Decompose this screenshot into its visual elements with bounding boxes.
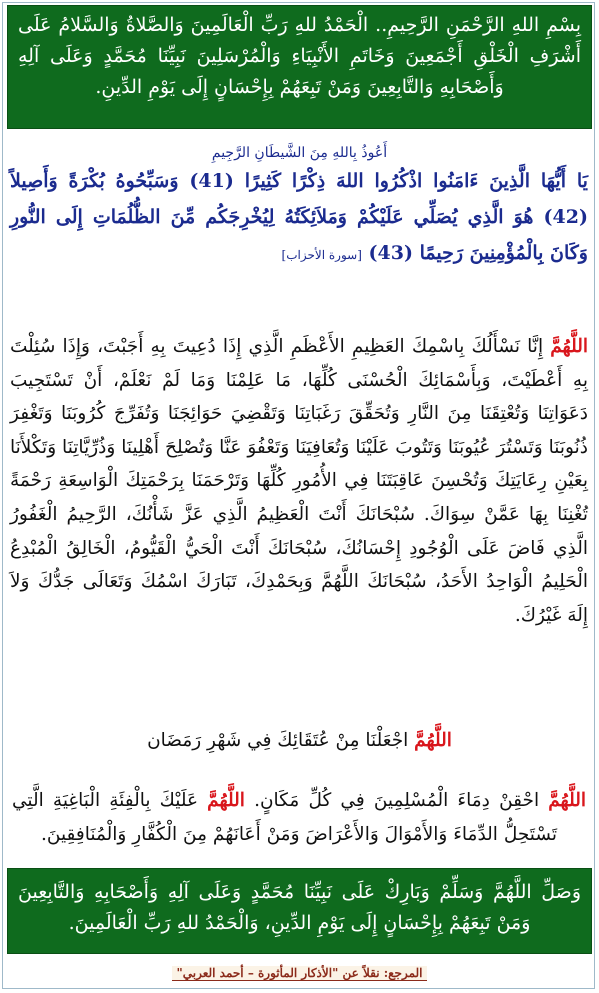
blood-text-1: احْقِنْ دِمَاءَ الْمُسْلِمِينَ فِي كُلِّ مَكَانٍ. [254, 790, 540, 811]
blood-dua-paragraph [12, 784, 586, 852]
allahumma-ramadan: اللَّهُمَّ [414, 730, 452, 751]
allahumma-oppressors: اللَّهُمَّ [207, 790, 245, 811]
dua-main-text: إِنَّا نَسْأَلُكَ بِاسْمِكَ العَظِيمِ الأَعْظَمِ الَّذِي إِذَا دُعِيتَ بِهِ أَجَبْتَ، وَإِذَا سُئِلْتَ بِهِ أَعْطَيْتَ، وَبِأَسْمَائِكَ الْحُسْنَى كُلِّهَا، مَا عَلِمْنَا وَمَا لَمْ نَعْلَمْ، أَنْ تَسْتَجِيبَ دَعَوَاتِنَا وَتُعْتِقَنَا مِنَ النَّارِ وَتُحَقِّقَ رَغَبَاتِنَا وَتَقْضِيَ حَوَائِجَنَا وَتُفَرِّجَ كُرُوبَنَا وَتَغْفِرَ ذُنُوبَنَا وَتَسْتُرَ عُيُوبَنَا وَتَتُوبَ عَلَيْنَا وَتُعَافِيَنَا وَتَعْفُوَ عَنَّا وَتُصْلِحَ أَهْلِينَا وَذُرِّيَّاتِنَا وَتَكْلأَنَا بِعَيْنِ رِعَايَتِكَ وَتُحْسِنَ عَاقِبَتَنَا فِي الأُمُورِ كُلِّهَا وَتَرْحَمَنَا بِرَحْمَتِكَ الْوَاسِعَةِ رَحْمَةً تُغْنِنَا بِهَا عَمَّنْ سِوَاكَ. سُبْحَانَكَ أَنْتَ الْعَظِيمُ الَّذِي عَزَّ شَأْنُكَ، الرَّحِيمُ الْغَفُورُ الَّذِي فَاضَ عَلَى الْوُجُودِ إِحْسَانُكَ، سُبْحَانَكَ أَنْتَ الْحَيُّ الْقَيُّومُ، الْخَالِقُ الْمُبْدِعُ الْحَلِيمُ الْوَاحِدُ الأَحَدُ، سُبْحَانَكَ اللَّهُمَّ وَبِحَمْدِكَ، تَبَارَكَ اسْمُكَ وَتَعَالَى جَدُّكَ وَلاَ إِلَهَ غَيْرُكَ. [10, 336, 588, 626]
dua-main-paragraph [10, 330, 588, 632]
ayah-number-41: (41) [189, 170, 234, 192]
ramadan-text: اجْعَلْنَا مِنْ عُتَقَائِكَ فِي شَهْرِ رَمَضَان [147, 730, 409, 751]
ayah-41: يَا أَيُّهَا الَّذِينَ ءَامَنُوا اذْكُرُوا اللهَ ذِكْرًا كَثِيرًا [244, 170, 588, 192]
opening-text: بِسْمِ اللهِ الرَّحْمَنِ الرَّحِيمِ.. الْحَمْدُ للهِ رَبِّ الْعَالَمِينَ وَالصَّلاةُ وَالسَّلامُ عَلَى أَشْرَفِ الْخَلْقِ أَجْمَعِينَ وَخَاتَمِ الأَنْبِيَاءِ وَالْمُرْسَلِينَ نَبِيِّنَا مُحَمَّدٍ وَعَلَى آلِهِ وَأَصْحَابِهِ وَالتَّابِعِينَ وَمَنْ تَبِعَهُمْ بِإِحْسَانٍ إِلَى يَوْمِ الدِّينِ. [18, 14, 581, 98]
opening-banner [7, 5, 592, 129]
quran-verses [10, 163, 588, 273]
blood-text-2: عَلَيْكَ بِالْفِئَةِ الْبَاغِيَةِ الَّتِي تَسْتَحِلُّ الدِّمَاءَ وَالأَمْوَالَ وَالأَعْرَاضَ وَمَنْ أَعَانَهُمْ مِنَ الْكُفَّارِ وَالْمُنَافِقِينَ. [12, 790, 558, 845]
taawudh: أَعُوذُ بِاللهِ مِنَ الشَّيطَانِ الرَّجِيمِ [211, 145, 388, 161]
ayah-42: وَسَبِّحُوهُ بُكْرَةً وَأَصِيلاً [10, 170, 179, 192]
reference-text: المرجع: نقلاً عن "الأذكار المأثورة – أحمد العربي" [172, 966, 426, 981]
surah-name: [سورة الأحزاب] [281, 248, 362, 262]
ayah-number-43: (43) [368, 242, 413, 264]
ramadan-dua [0, 730, 599, 751]
reference-line [0, 962, 599, 981]
ayah-number-42: (42) [543, 206, 588, 228]
ayah-43: هُوَ الَّذِي يُصَلِّي عَلَيْكُمْ وَمَلاَئِكَتُهُ لِيُخْرِجَكُم مِّنَ الظُّلُمَاتِ إِلَى النُّورِ وَكَانَ بِالْمُؤْمِنِينَ رَحِيمًا [10, 206, 588, 264]
allahumma-heading: اللَّهُمَّ [550, 336, 588, 357]
closing-text: وَصَلِّ اللَّهُمَّ وَسَلِّمْ وَبَارِكْ عَلَى نَبِيِّنَا مُحَمَّدٍ وَعَلَى آلِهِ وَأَصْحَابِهِ وَالتَّابِعِينَ وَمَنْ تَبِعَهُمْ بِإِحْسَانٍ إِلَى يَوْمِ الدِّينِ، وَالْحَمْدُ للهِ رَبِّ الْعَالَمِينَ. [18, 881, 581, 934]
allahumma-blood: اللَّهُمَّ [548, 790, 586, 811]
closing-banner [7, 868, 592, 954]
